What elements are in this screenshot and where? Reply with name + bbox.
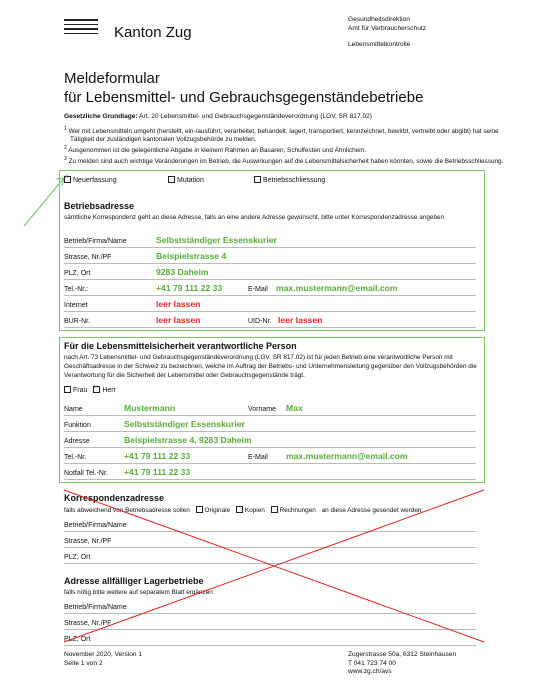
firma-value[interactable]: Selbstständiger Essenskurier <box>156 235 277 245</box>
footer-phone: T 041 723 74 00 <box>348 659 396 667</box>
neuerfassung-label: Neuerfassung <box>73 177 117 184</box>
plz-label: PLZ, Ort <box>64 270 91 277</box>
footer-left <box>64 651 142 668</box>
mutation-label: Mutation <box>177 177 204 184</box>
note-1-text: Wer mit Lebensmitteln umgeht (herstellt, ein-/ausführt, verarbeitet, behandelt, lagert, transportiert, kennzeichnet, bewirbt, vertreibt oder abgibt) hat seine Tätigkeit der zuständigen kantonalen Vollzugsbehörde zu melden. <box>68 128 499 144</box>
strasse-value[interactable]: Beispielstrasse 4 <box>156 251 227 261</box>
betrieb-title: Betriebsadresse <box>64 201 135 211</box>
footer-web[interactable]: www.zg.ch/avs <box>348 668 392 676</box>
legal-basis <box>64 113 372 121</box>
footer-address: Zugerstrasse 50a, 6312 Steinhausen <box>348 651 457 658</box>
report-type <box>64 176 117 184</box>
plz-value[interactable]: 9283 Daheim <box>156 267 209 277</box>
vorname-label: Vorname <box>248 406 277 413</box>
header-dept <box>348 16 426 50</box>
betrieb-firma-row[interactable] <box>64 234 476 248</box>
verantw-tel-row[interactable] <box>64 450 476 464</box>
vemail-label: E-Mail <box>248 454 268 461</box>
rechnungen-label: Rechnungen <box>279 507 316 514</box>
note-1 <box>64 125 504 144</box>
dept-3: Lebensmittelkontrolle <box>348 41 411 49</box>
footer-version: November 2020, Version 1 <box>64 651 143 658</box>
herr-checkbox[interactable] <box>93 386 100 393</box>
betrieb-strasse-row[interactable] <box>64 250 476 264</box>
korr-desc-text: falls abweichend von Betriebsadresse sollen <box>64 507 190 514</box>
lager-title: Adresse allfälliger Lagerbetriebe <box>64 576 204 586</box>
adresse-label: Adresse <box>64 438 90 445</box>
korr-desc-2: an diese Adresse gesendet werden: <box>321 507 424 514</box>
notfall-value[interactable]: +41 79 111 22 33 <box>124 467 191 477</box>
frau-option[interactable] <box>64 387 87 394</box>
legal-basis-text: Art. 20 Lebensmittel- und Gebrauchsgegenständeverordnung (LGV, SR 817.02) <box>139 113 373 120</box>
tel-label: Tel.-Nr.: <box>64 286 89 293</box>
verantw-adresse-row[interactable] <box>64 434 476 448</box>
vname-value[interactable]: Mustermann <box>124 403 176 413</box>
org-name: Kanton Zug <box>114 24 192 41</box>
verantw-name-row[interactable] <box>64 402 476 416</box>
vname-label: Name <box>64 406 83 413</box>
title-line-1: Meldeformular <box>64 70 160 87</box>
verantw-funktion-row[interactable] <box>64 418 476 432</box>
schliessung-checkbox[interactable] <box>254 176 261 183</box>
funktion-value[interactable]: Selbstständiger Essenskurier <box>124 419 245 429</box>
option-mutation[interactable] <box>168 176 204 184</box>
kopien-label: Kopien <box>244 507 265 514</box>
betrieb-bur-row[interactable] <box>64 314 476 328</box>
tel-value[interactable]: +41 79 111 22 33 <box>156 283 223 293</box>
vorname-value[interactable]: Max <box>286 403 303 413</box>
salutation <box>64 386 116 394</box>
dept-2: Amt für Verbraucherschutz <box>348 24 427 32</box>
betrieb-desc: sämtliche Korrespondenz geht an diese Adresse, falls an eine andere Adresse gewünscht, bitte unter Korrespondenzadresse angeben <box>64 214 445 221</box>
verantw-notfall-row[interactable] <box>64 466 476 480</box>
email-value[interactable]: max.mustermann@email.com <box>276 283 398 293</box>
footer-right <box>348 651 456 677</box>
option-neuerfassung[interactable] <box>64 177 117 184</box>
frau-checkbox[interactable] <box>64 386 71 393</box>
footer-page: Seite 1 von 2 <box>64 659 103 667</box>
uid-label: UID-Nr. <box>248 318 272 325</box>
mutation-checkbox[interactable] <box>168 176 175 183</box>
herr-option[interactable] <box>93 387 116 394</box>
betrieb-plz-row[interactable] <box>64 266 476 280</box>
note-2 <box>64 144 504 155</box>
korr-strasse-label: Strasse, Nr./PF <box>64 538 112 545</box>
lager-strasse-label: Strasse, Nr./PF <box>64 620 112 627</box>
korr-firma-label: Betrieb/Firma/Name <box>64 522 127 529</box>
funktion-label: Funktion <box>64 422 91 429</box>
option-schliessung[interactable] <box>254 176 325 184</box>
strasse-label: Strasse, Nr./PF <box>64 254 112 261</box>
note-1-num: 1 <box>64 126 67 132</box>
betrieb-tel-row[interactable] <box>64 282 476 296</box>
frau-label: Frau <box>73 387 88 394</box>
verantw-title: Für die Lebensmittelsicherheit verantwortliche Person <box>64 341 297 351</box>
note-2-text: Ausgenommen ist die gelegentliche Abgabe in kleinem Rahmen an Basaren, Schulfesten und Ähnlichem. <box>68 147 367 155</box>
note-3-num: 3 <box>64 156 67 163</box>
dept-1: Gesundheitsdirektion <box>348 16 410 23</box>
lager-firma-label: Betrieb/Firma/Name <box>64 604 127 611</box>
uid-value[interactable]: leer lassen <box>278 315 323 325</box>
email-label: E-Mail <box>248 286 268 293</box>
internet-value[interactable]: leer lassen <box>156 299 201 309</box>
verantw-desc: nach Art. 73 Lebensmittel- und Gebrauchsgegenständeverordnung (LGV, SR 817.02) ist für jeden Betrieb eine verantwortliche Person mit Geschäftsadresse in der Schweiz zu bezeichnen, welche im Auftrag der Betriebs- und Unternehmensleitung gegenüber den Vollzugsbehörden die Verantwortung für die Sicherheit der Lebensmittel oder Gebrauchsgegenstände trägt. <box>64 354 477 379</box>
firma-label: Betrieb/Firma/Name <box>64 238 127 245</box>
page-title <box>64 69 423 107</box>
note-3 <box>64 155 504 166</box>
originale-label: Originale <box>204 507 231 514</box>
korr-title: Korrespondenzadresse <box>64 493 165 503</box>
vtel-value[interactable]: +41 79 111 22 33 <box>124 451 191 461</box>
bur-value[interactable]: leer lassen <box>156 315 201 325</box>
title-line-2: für Lebensmittel- und Gebrauchsgegenständebetriebe <box>64 89 424 106</box>
note-2-num: 2 <box>64 145 67 152</box>
vtel-label: Tel.-Nr. <box>64 454 87 461</box>
notfall-label: Notfall Tel.-Nr. <box>64 470 108 477</box>
note-3-text: Zu melden sind auch wichtige Veränderungen im Betrieb, die Auswirkungen auf die Lebensmittelsicherheit haben könnten, sowie die Betriebsschliessung. <box>68 158 504 166</box>
adresse-value[interactable]: Beispielstrasse 4, 9283 Daheim <box>124 435 252 445</box>
vemail-value[interactable]: max.mustermann@email.com <box>286 451 408 461</box>
internet-label: Internet <box>64 302 88 309</box>
lager-desc: falls nötig bitte weitere auf separatem Blatt ergänzen <box>64 589 213 596</box>
legal-basis-label: Gesetzliche Grundlage: <box>64 113 138 120</box>
lager-plz-label: PLZ, Ort <box>64 636 91 643</box>
notes <box>64 125 504 166</box>
kanton-logo <box>64 19 98 37</box>
bur-label: BUR-Nr. <box>64 318 91 325</box>
betrieb-internet-row[interactable] <box>64 298 476 312</box>
neuerfassung-checkbox[interactable] <box>64 176 71 183</box>
herr-label: Herr <box>102 387 116 394</box>
schliessung-label: Betriebsschliessung <box>263 177 326 184</box>
korr-plz-label: PLZ, Ort <box>64 554 91 561</box>
red-cross-annotation <box>60 484 488 646</box>
